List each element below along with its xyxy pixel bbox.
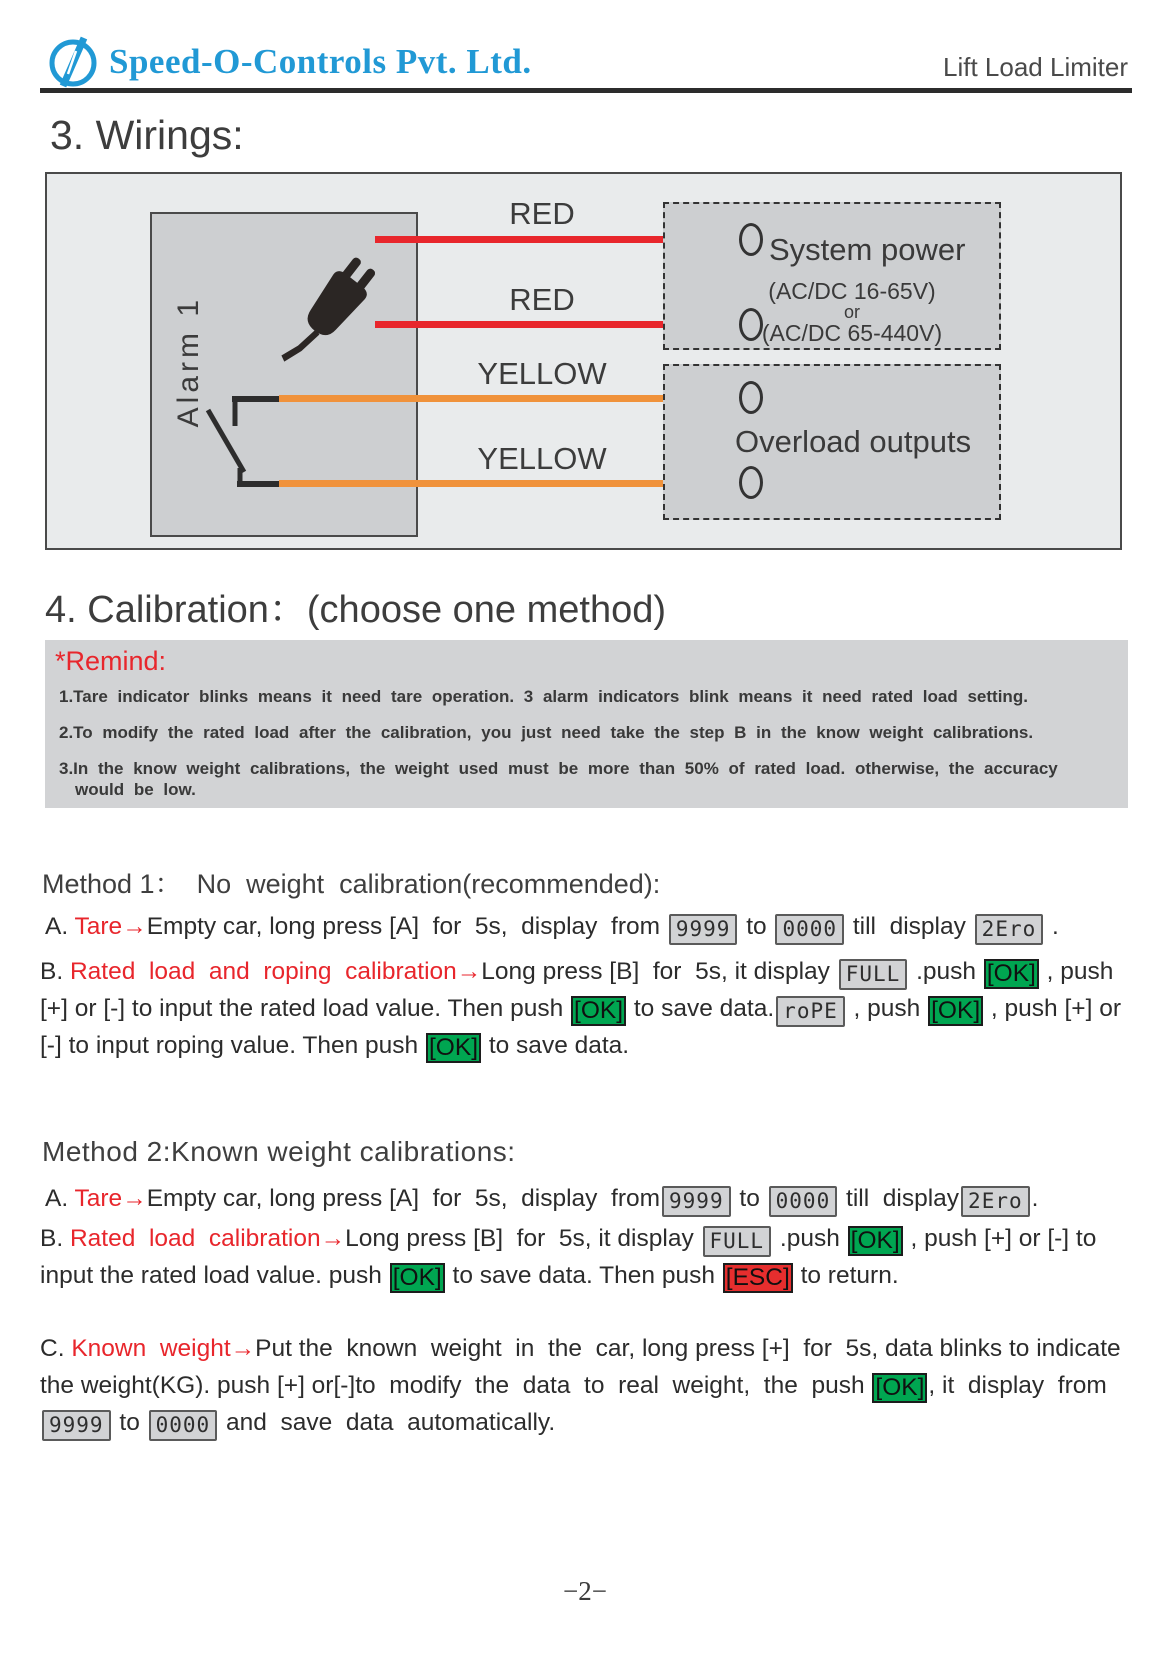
text-segment-plain: Long press [B] for 5s, it display <box>345 1225 701 1252</box>
text-segment-plain: B. <box>40 958 70 985</box>
text-segment-disp: 2Ero <box>961 1186 1030 1217</box>
method1-heading: Method 1： No weight calibration(recommended): <box>42 869 661 899</box>
text-segment-disp: roPE <box>776 996 845 1027</box>
text-segment-ok: [OK] <box>984 959 1039 989</box>
text-segment-esc: [ESC] <box>723 1263 793 1293</box>
remind-box <box>45 640 1128 808</box>
company-logo <box>46 34 532 90</box>
device-box <box>150 212 418 537</box>
system-power-box <box>663 202 1001 350</box>
method1-step-b <box>40 953 1132 1064</box>
text-segment-red: → <box>456 958 482 985</box>
page-number: −2− <box>563 1576 607 1606</box>
text-segment-disp: 0000 <box>775 914 844 945</box>
overload-outputs-title: Overload outputs <box>735 424 972 459</box>
header-divider <box>40 88 1132 93</box>
method2-step-a <box>45 1180 1131 1217</box>
text-segment-plain: to save data. Then push <box>445 1262 722 1289</box>
text-segment-plain: and save data automatically. <box>219 1409 556 1436</box>
remind-item-1: 1.Tare indicator blinks means it need tare operation. 3 alarm indicators blink means it need rated load setting. <box>59 687 1028 706</box>
text-segment-plain: to save data. <box>627 995 775 1022</box>
company-name: Speed-O-Controls Pvt. Ltd. <box>109 42 532 81</box>
text-segment-plain: , it display from <box>928 1372 1107 1399</box>
calibration-heading: 4. Calibration：(choose one method) <box>45 589 667 631</box>
method1-step-a <box>45 908 1131 945</box>
text-segment-red: → <box>122 1185 147 1212</box>
text-segment-red: Tare <box>74 913 123 940</box>
alarm-1-label: Alarm 1 <box>172 296 205 428</box>
overload-outputs-box <box>663 364 1001 520</box>
terminal-circle <box>739 466 763 499</box>
text-segment-plain: . <box>1031 1185 1039 1212</box>
text-segment-plain: Empty car, long press [A] for 5s, display from <box>146 913 667 940</box>
voltage-range-2: (AC/DC 65-440V) <box>761 320 943 346</box>
text-segment-ok: [OK] <box>571 996 626 1026</box>
text-segment-red: Known weight <box>71 1335 231 1362</box>
method2-step-c <box>40 1330 1136 1441</box>
text-segment-plain: till display <box>839 1185 960 1212</box>
method2-step-b <box>40 1220 1132 1294</box>
text-segment-plain: . <box>1045 913 1059 940</box>
text-segment-plain: to save data. <box>482 1032 630 1059</box>
text-segment-disp: FULL <box>703 1226 772 1257</box>
text-segment-plain: A. <box>45 1185 75 1212</box>
text-segment-disp: FULL <box>839 959 908 990</box>
remind-title: *Remind: <box>55 646 167 676</box>
wire-label-yellow-1: YELLOW <box>477 356 607 391</box>
text-segment-plain: , push [+] or [-] to input the rated load value. push <box>40 1225 1104 1289</box>
terminal-circle <box>739 381 763 414</box>
document-title: Lift Load Limiter <box>943 52 1128 82</box>
text-segment-red: → <box>320 1225 346 1252</box>
text-segment-plain: to return. <box>793 1262 899 1289</box>
text-segment-plain: .push <box>773 1225 847 1252</box>
text-segment-ok: [OK] <box>848 1226 903 1256</box>
text-segment-plain: Long press [B] for 5s, it display <box>481 958 837 985</box>
text-segment-plain: to <box>739 913 774 940</box>
text-segment-plain: , push [+] or [-] to input the rated load value. Then push <box>40 958 1121 1022</box>
text-segment-plain: .push <box>909 958 983 985</box>
remind-item-2: 2.To modify the rated load after the calibration, you just need take the step B in the know weight calibrations. <box>59 723 1034 742</box>
remind-item-3: 3.In the know weight calibrations, the weight used must be more than 50% of rated load. otherwise, the accuracy would be low. <box>59 759 1058 799</box>
terminal-circle <box>739 223 763 256</box>
text-segment-plain: , push [+] or [-] to input roping value. Then push <box>40 995 1128 1059</box>
text-segment-disp: 2Ero <box>975 914 1044 945</box>
wire-label-red-2: RED <box>509 282 575 317</box>
text-segment-plain: , push <box>846 995 928 1022</box>
text-segment-ok: [OK] <box>426 1033 481 1063</box>
text-segment-plain: A. <box>45 913 75 940</box>
text-segment-plain: C. <box>40 1335 72 1362</box>
text-segment-red: Rated load calibration <box>69 1225 321 1252</box>
method2-heading: Method 2:Known weight calibrations: <box>42 1136 516 1167</box>
text-segment-ok: [OK] <box>872 1373 927 1403</box>
power-plug-icon <box>260 236 390 396</box>
wiring-diagram <box>45 172 1122 550</box>
text-segment-disp: 0000 <box>769 1186 838 1217</box>
text-segment-disp: 0000 <box>149 1410 218 1441</box>
text-segment-red: → <box>122 913 147 940</box>
voltage-range-1: (AC/DC 16-65V) <box>768 278 936 304</box>
text-segment-ok: [OK] <box>390 1263 445 1293</box>
text-segment-plain: Put the known weight in the car, long press [+] for 5s, data blinks to indicate the weight(KG). push [+] or[-]to modify the data to real weight, the push <box>40 1335 1128 1399</box>
text-segment-disp: 9999 <box>669 914 738 945</box>
wirings-heading: 3. Wirings: <box>50 112 244 158</box>
text-segment-plain: Empty car, long press [A] for 5s, display from <box>146 1185 661 1212</box>
text-segment-plain: B. <box>40 1225 70 1252</box>
text-segment-plain: to <box>732 1185 767 1212</box>
text-segment-red: Rated load and roping calibration <box>69 958 457 985</box>
text-segment-plain: till display <box>846 913 973 940</box>
text-segment-plain: to <box>112 1409 147 1436</box>
wire-label-red-1: RED <box>509 196 575 231</box>
voltage-or: or <box>843 302 860 322</box>
system-power-title: System power <box>769 232 966 267</box>
text-segment-disp: 9999 <box>42 1410 111 1441</box>
system-power-voltages <box>727 278 977 346</box>
wire-label-yellow-2: YELLOW <box>477 441 607 476</box>
text-segment-ok: [OK] <box>928 996 983 1026</box>
text-segment-red: → <box>230 1335 256 1362</box>
brand-s-icon <box>46 34 100 90</box>
text-segment-disp: 9999 <box>662 1186 731 1217</box>
text-segment-red: Tare <box>74 1185 123 1212</box>
